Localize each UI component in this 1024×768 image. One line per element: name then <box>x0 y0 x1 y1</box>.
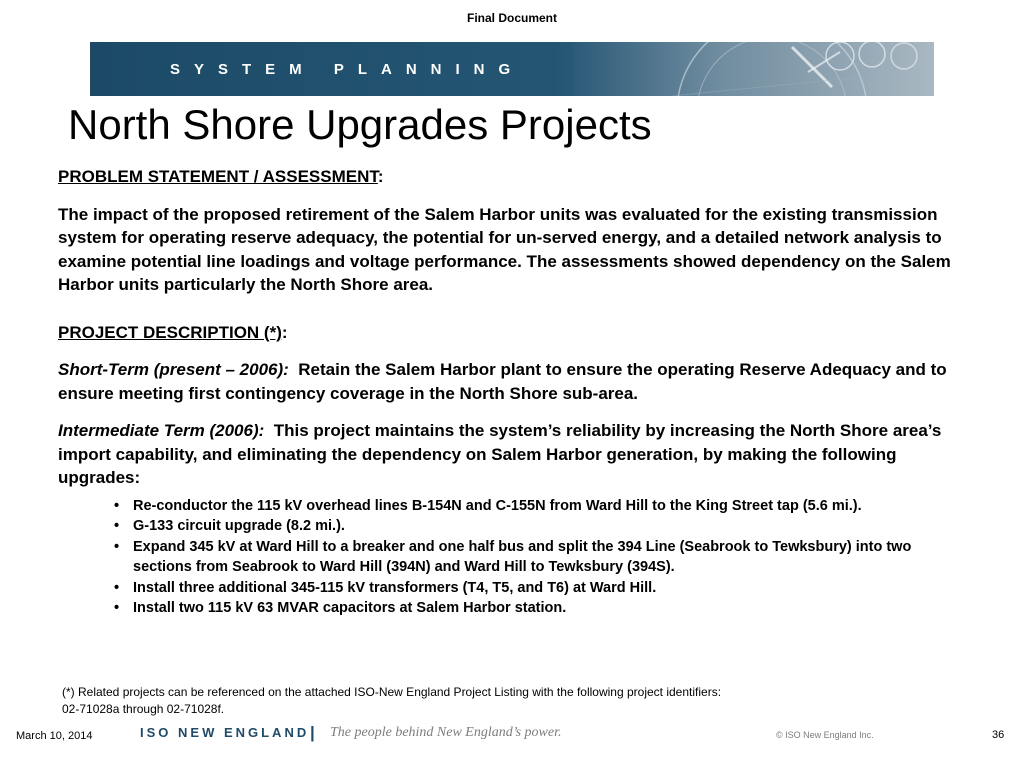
kilowatt-meter-dial-icon <box>572 42 934 96</box>
short-term-label: Short-Term (present – 2006): <box>58 360 289 379</box>
list-item: • Expand 345 kV at Ward Hill to a breaker and one half bus and split the 394 Line (Seabrook to Tewksbury) into two sections from Seabrook to Ward Hill (394N) and Ward Hill to Tewksbury (394S). <box>114 537 968 578</box>
main-content <box>58 165 968 619</box>
project-heading-colon: : <box>281 322 288 342</box>
document-status-label: Final Document <box>466 11 557 25</box>
list-item: • Install three additional 345-115 kV transformers (T4, T5, and T6) at Ward Hill. <box>114 578 968 599</box>
list-item: • G-133 circuit upgrade (8.2 mi.). <box>114 516 968 537</box>
short-term-text: Retain the Salem Harbor plant to ensure the operating Reserve Adequacy and to ensure meeting first contingency coverage in the North Shore sub-area. <box>58 360 947 403</box>
footer-date: March 10, 2014 <box>16 730 93 742</box>
problem-body: The impact of the proposed retirement of the Salem Harbor units was evaluated for the existing transmission system for operating reserve adequacy, the potential for un-served energy, and a detailed network analysis to examine potential line loadings and voltage performance. The assessments showed dependency on the Salem Harbor units particularly the North Shore area. <box>58 204 951 294</box>
short-term-paragraph <box>58 358 968 405</box>
intermediate-term-label: Intermediate Term (2006): <box>58 421 265 440</box>
footer-tagline: The people behind New England’s power. <box>330 725 562 740</box>
project-heading-text: PROJECT DESCRIPTION (*) <box>58 322 282 342</box>
footer-separator: | <box>310 723 315 742</box>
list-item: • Re-conductor the 115 kV overhead lines B-154N and C-155N from Ward Hill to the King Street tap (5.6 mi.). <box>114 496 968 517</box>
footnote-line-2: 02-71028a through 02-71028f. <box>62 702 225 716</box>
banner-title: SYSTEM PLANNING <box>170 61 525 78</box>
project-heading <box>58 321 968 345</box>
page-footer <box>0 722 1024 750</box>
footnote-line-1: (*) Related projects can be referenced on the attached ISO-New England Project Listing with the following project identifiers: <box>62 685 722 699</box>
footnote <box>62 684 721 718</box>
iso-ne-logo: ISO NEW ENGLAND <box>140 725 310 740</box>
problem-heading-text: PROBLEM STATEMENT / ASSESSMENT <box>58 167 378 186</box>
list-item: • Install two 115 kV 63 MVAR capacitors at Salem Harbor station. <box>114 598 968 619</box>
problem-heading-colon: : <box>377 167 384 186</box>
page-number: 36 <box>992 729 1005 741</box>
intermediate-term-paragraph <box>58 419 968 490</box>
upgrade-list <box>58 496 968 619</box>
problem-heading <box>58 165 968 189</box>
intermediate-term-text: This project maintains the system’s reliability by increasing the North Shore area’s import capability, and eliminating the dependency on Salem Harbor generation, by making the following upgrades: <box>58 421 942 487</box>
page-title: North Shore Upgrades Projects <box>68 101 652 148</box>
system-planning-banner <box>90 42 934 96</box>
footer-copyright: © ISO New England Inc. <box>776 730 874 740</box>
